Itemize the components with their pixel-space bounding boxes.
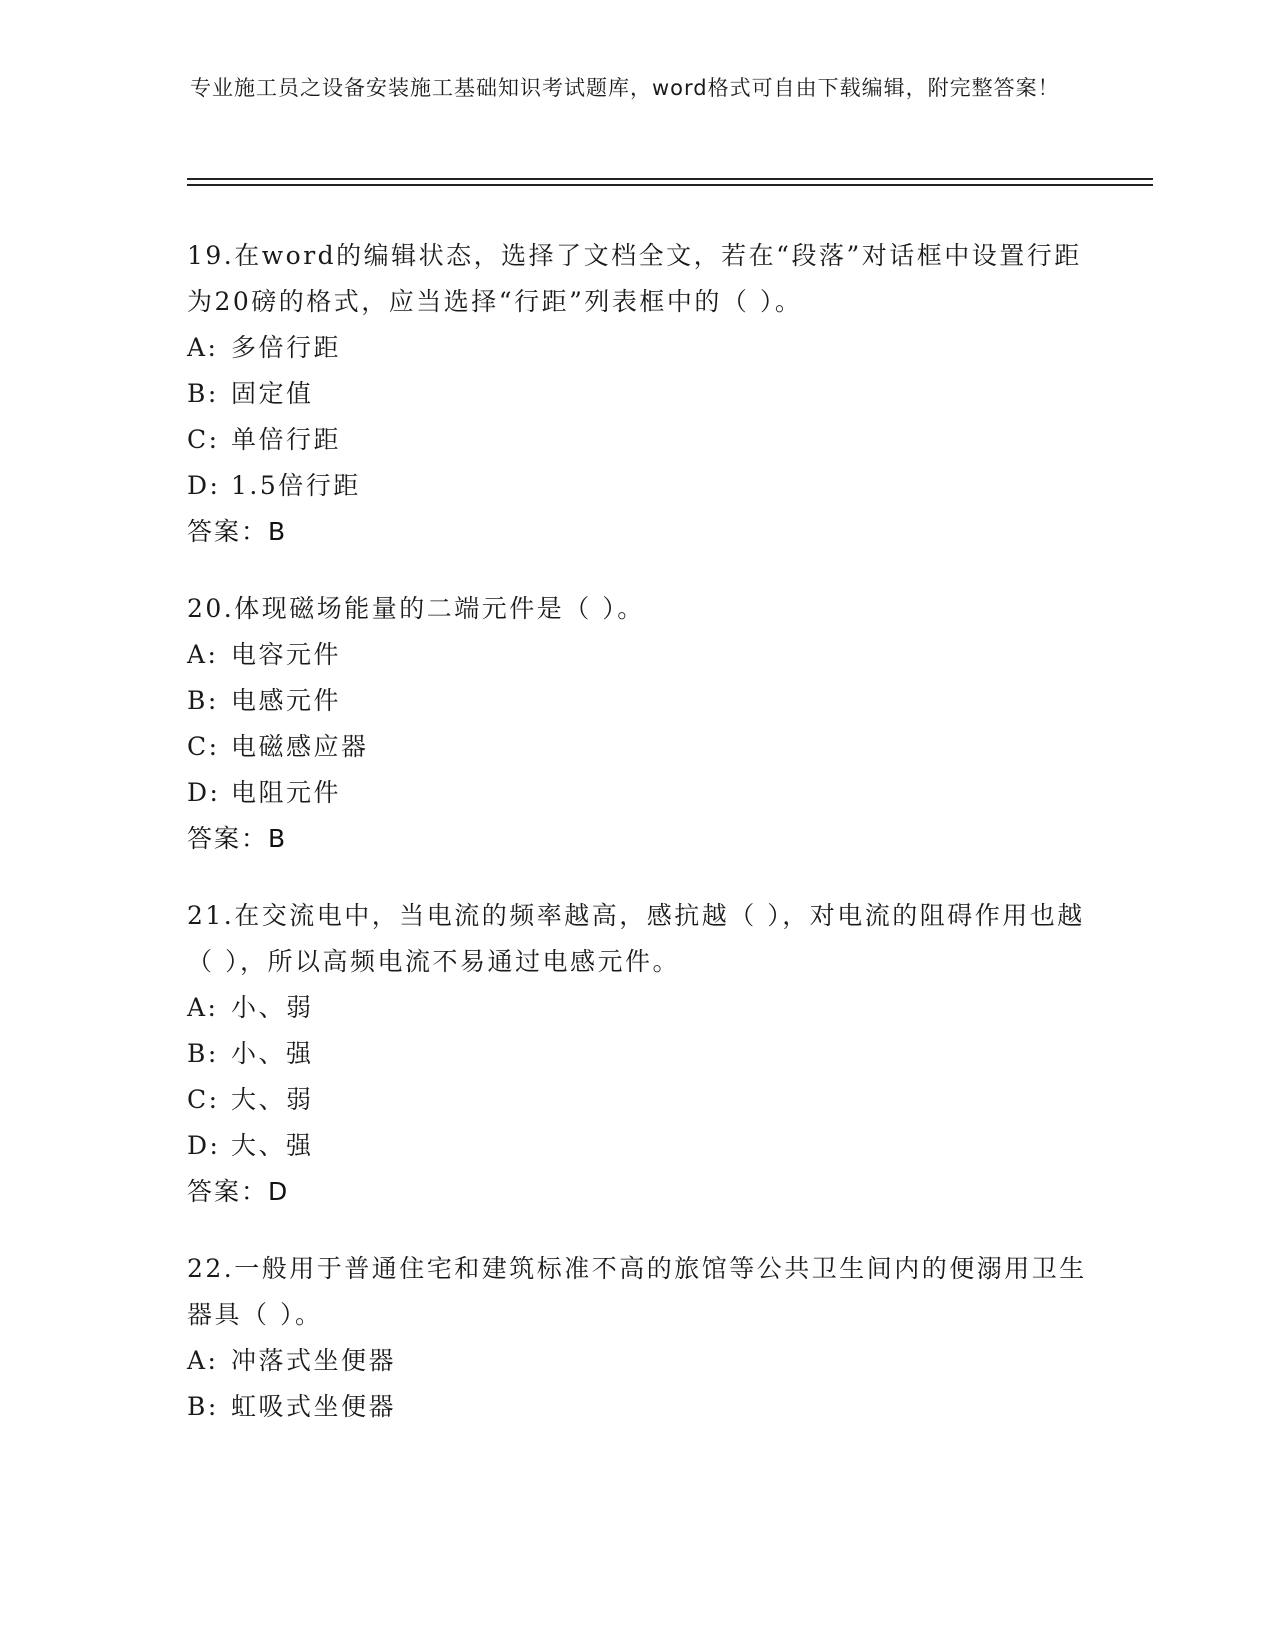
document-header: 专业施工员之设备安装施工基础知识考试题库，word格式可自由下载编辑，附完整答案！ [190, 76, 1060, 100]
option-letter: B: [187, 379, 219, 408]
option-letter: A: [187, 993, 219, 1022]
option-letter: B: [187, 1392, 219, 1421]
option-letter: A: [187, 640, 219, 669]
option-text: 虹吸式坐便器 [231, 1392, 397, 1421]
option-text: 电磁感应器 [231, 732, 369, 761]
option-text: 大、弱 [231, 1085, 314, 1114]
option-a [187, 325, 1087, 371]
option-text: 单倍行距 [231, 425, 342, 454]
option-letter: A: [187, 1346, 219, 1375]
option-text: 电感元件 [231, 686, 342, 715]
option-a [187, 1338, 1087, 1384]
option-letter: D: [187, 778, 221, 807]
option-a [187, 985, 1087, 1031]
option-b [187, 1384, 1087, 1430]
option-text: 小、弱 [231, 993, 314, 1022]
option-d [187, 1123, 1087, 1169]
question-stem: 19.在word的编辑状态，选择了文档全文，若在“段落”对话框中设置行距为20磅的格式，应当选择“行距”列表框中的（ ）。 [187, 241, 1082, 316]
option-text: 电阻元件 [231, 778, 342, 807]
option-c [187, 1077, 1087, 1123]
header-rule-top [187, 178, 1153, 180]
question-22 [187, 1246, 1087, 1430]
answer-line: 答案：D [187, 1177, 290, 1206]
option-text: 1.5倍行距 [231, 471, 361, 500]
option-text: 大、强 [231, 1131, 314, 1160]
option-c [187, 417, 1087, 463]
option-letter: C: [187, 1085, 220, 1114]
answer-line: 答案：B [187, 517, 288, 546]
option-text: 多倍行距 [231, 333, 342, 362]
option-letter: A: [187, 333, 219, 362]
header-rule-bottom [187, 184, 1153, 186]
option-text: 电容元件 [231, 640, 342, 669]
question-stem: 22.一般用于普通住宅和建筑标准不高的旅馆等公共卫生间内的便溺用卫生器具（ ）。 [187, 1254, 1087, 1329]
question-list [187, 233, 1087, 1461]
question-19 [187, 233, 1087, 555]
option-a [187, 632, 1087, 678]
option-d [187, 463, 1087, 509]
option-letter: D: [187, 471, 221, 500]
option-b [187, 1031, 1087, 1077]
option-b [187, 371, 1087, 417]
answer-line: 答案：B [187, 824, 288, 853]
question-21 [187, 893, 1087, 1215]
option-letter: C: [187, 732, 220, 761]
option-letter: B: [187, 686, 219, 715]
question-20 [187, 586, 1087, 862]
question-stem: 20.体现磁场能量的二端元件是（ ）。 [187, 594, 645, 623]
option-d [187, 770, 1087, 816]
option-text: 冲落式坐便器 [231, 1346, 397, 1375]
option-letter: B: [187, 1039, 219, 1068]
option-c [187, 724, 1087, 770]
option-b [187, 678, 1087, 724]
option-text: 固定值 [231, 379, 314, 408]
option-letter: C: [187, 425, 220, 454]
option-letter: D: [187, 1131, 221, 1160]
option-text: 小、强 [231, 1039, 314, 1068]
question-stem: 21.在交流电中，当电流的频率越高，感抗越（ ），对电流的阻碍作用也越（ ），所以高频电流不易通过电感元件。 [187, 901, 1085, 976]
